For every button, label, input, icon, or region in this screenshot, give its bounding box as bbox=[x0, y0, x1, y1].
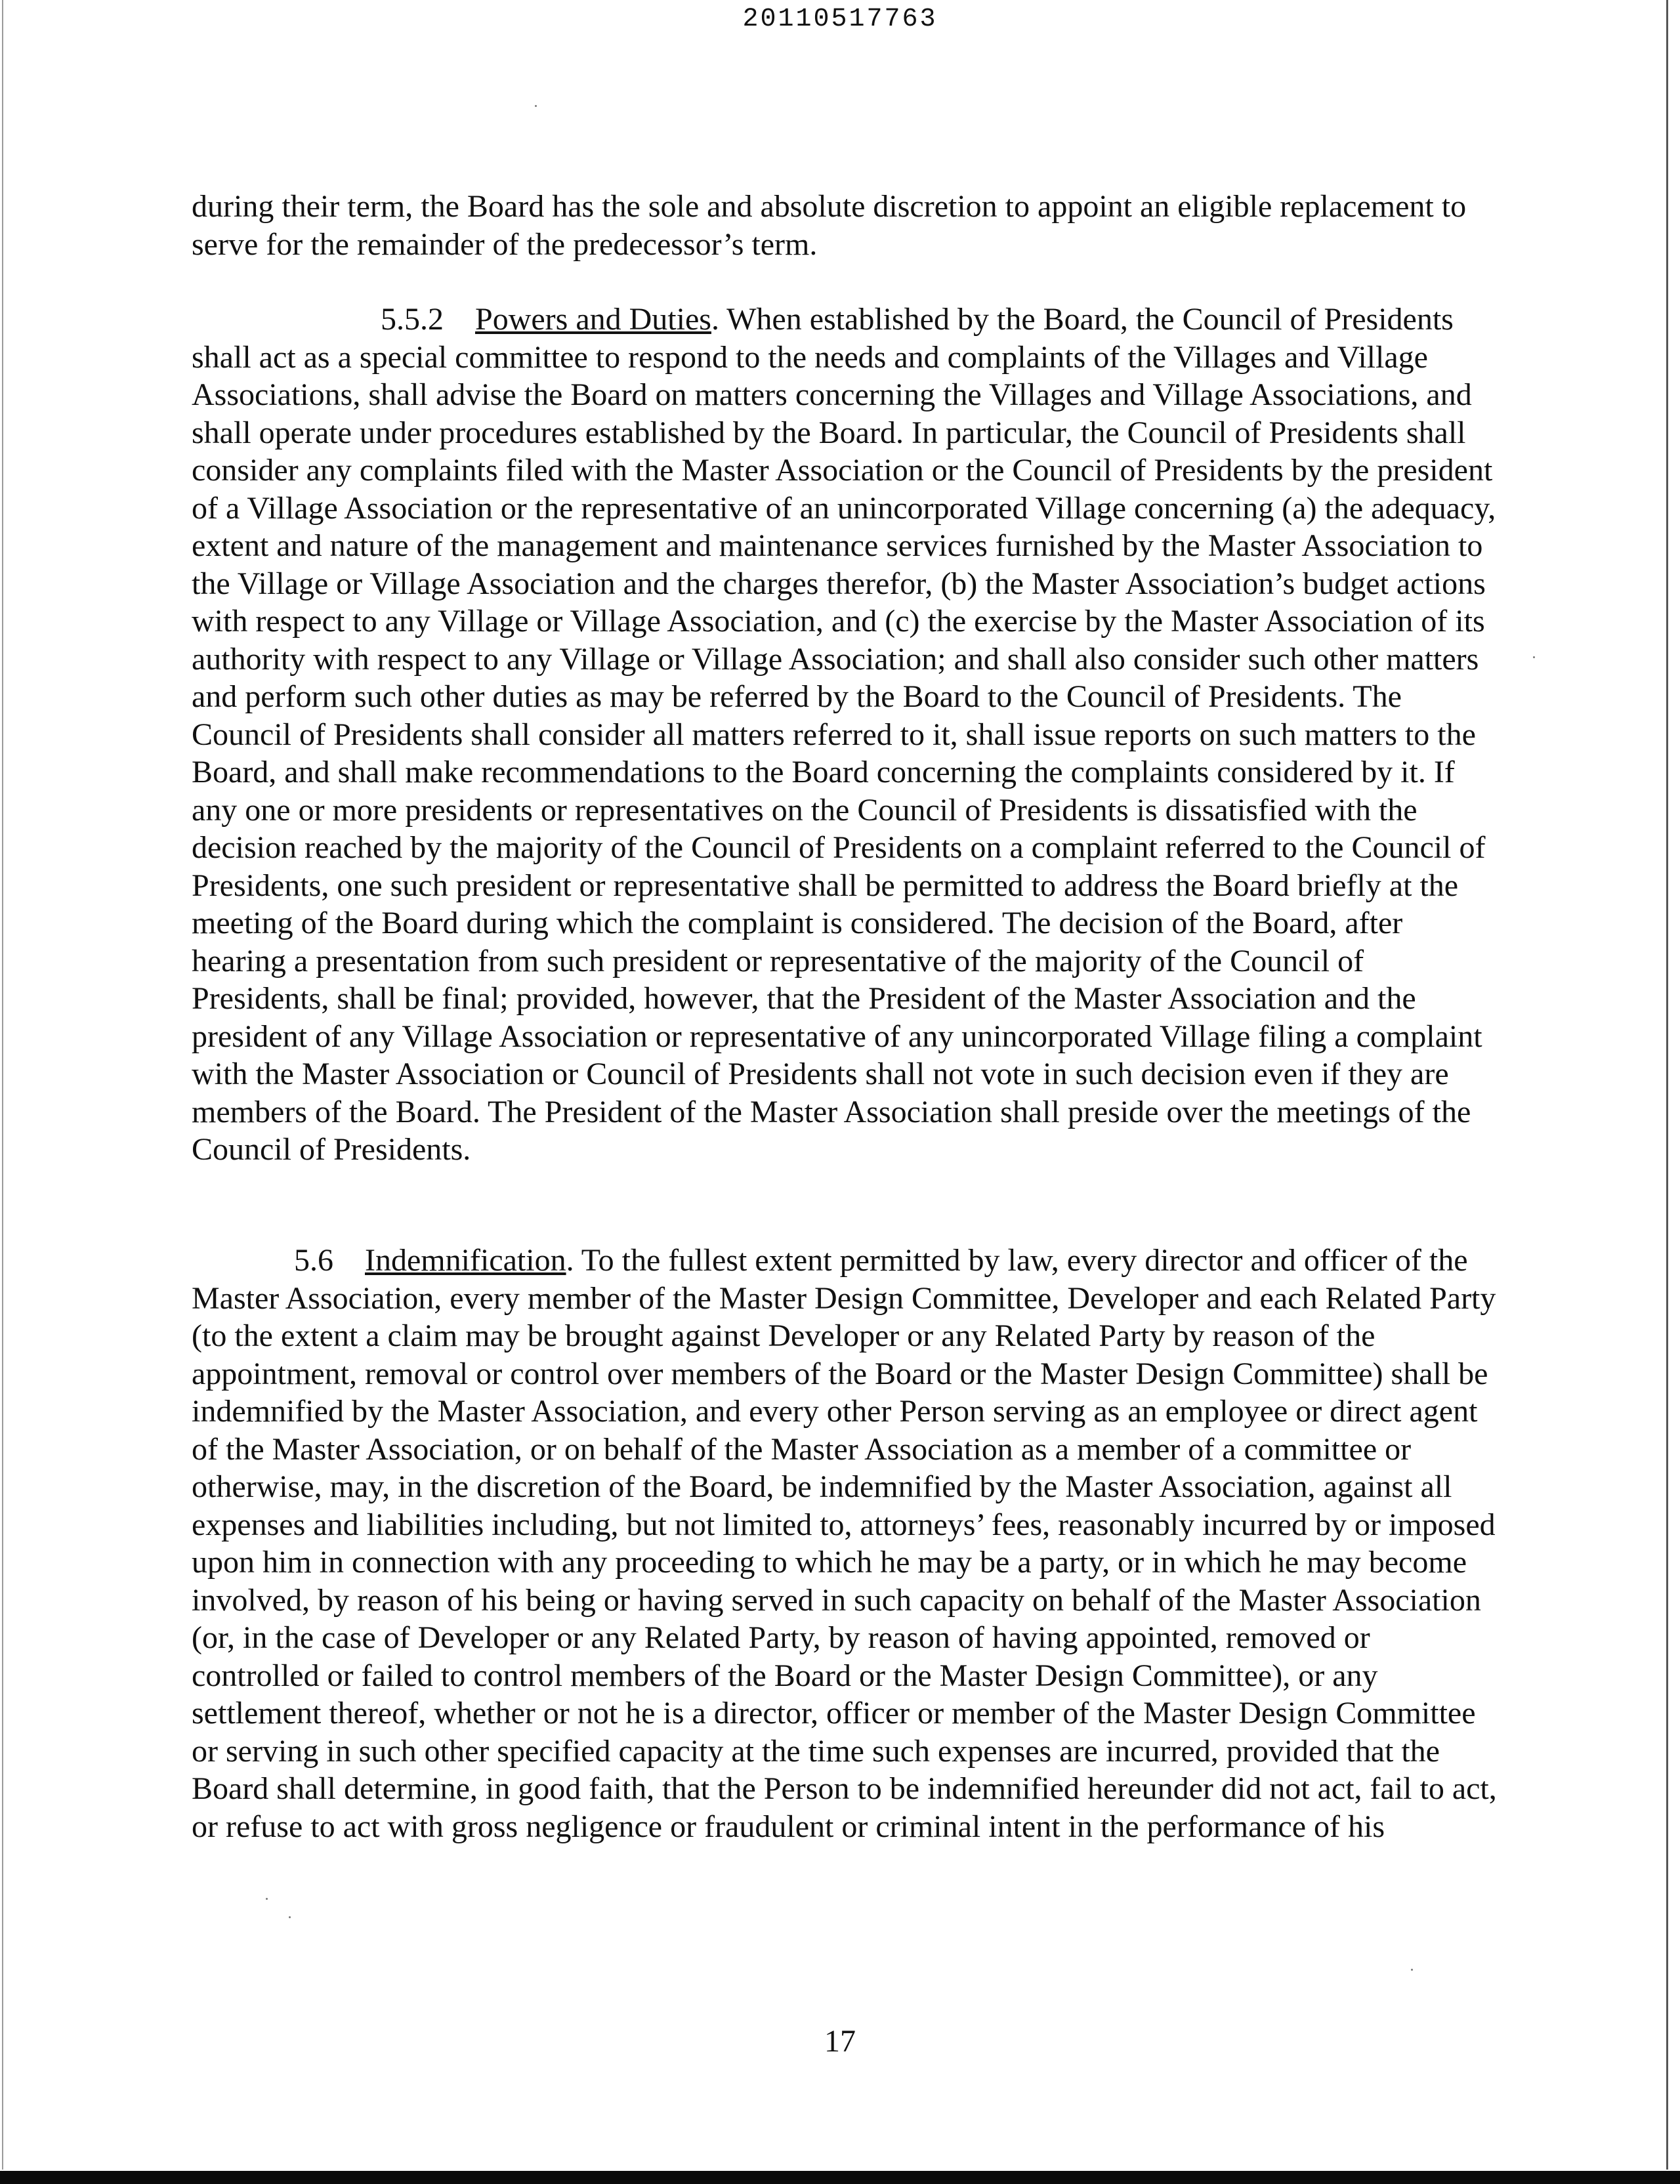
scan-edge-right bbox=[1666, 0, 1668, 2170]
section-body: . When established by the Board, the Council of Presidents shall act as a special committee to respond to the needs and complaints of the Villages and Village Associations, shall advise the Board on matters concerning the Villages and Village Associations, and shall operate under procedures established by the Board. In particular, the Council of Presidents shall consider any complaints filed with the Master Association or the Council of Presidents by the president of a Village Association or the representative of an unincorporated Village concerning (a) the adequacy, extent and nature of the management and maintenance services furnished by the Master Association to the Village or Village Association and the charges therefor, (b) the Master Association’s budget actions with respect to any Village or Village Association, and (c) the exercise by the Master Association of its authority with respect to any Village or Village Association; and shall also consider such other matters and perform such other duties as may be referred by the Board to the Council of Presidents. The Council of Presidents shall consider all matters referred to it, shall issue reports on such matters to the Board, and shall make recommendations to the Board concerning the complaints considered by it. If any one or more presidents or representatives on the Council of Presidents is dissatisfied with the decision reached by the majority of the Council of Presidents on a complaint referred to the Council of Presidents, one such president or representative shall be permitted to address the Board briefly at the meeting of the Board during which the complaint is considered. The decision of the Board, after hearing a presentation from such president or representative of the majority of the Council of Presidents, shall be final; provided, however, that the President of the Master Association and the president of any Village Association or representative of any unincorporated Village filing a complaint with the Master Association or Council of Presidents shall not vote in such decision even if they are members of the Board. The President of the Master Association shall preside over the meetings of the Council of Presidents. bbox=[192, 302, 1496, 1167]
continuation-paragraph: during their term, the Board has the sole and absolute discretion to appoint an eligible replacement to serve for the remainder of the predecessor’s term. bbox=[192, 189, 1467, 262]
section-number: 5.5.2 bbox=[381, 302, 444, 337]
section-title: Indemnification bbox=[365, 1243, 566, 1278]
section-5-5-2-paragraph bbox=[192, 301, 1504, 1169]
page-number: 17 bbox=[824, 2024, 856, 2059]
scan-speck bbox=[535, 105, 537, 107]
scan-bottom-border bbox=[0, 2171, 1680, 2184]
scan-edge-left bbox=[2, 0, 3, 2170]
scan-speck bbox=[1411, 1969, 1413, 1971]
section-body: . To the fullest extent permitted by law, every director and officer of the Master Association, every member of the Master Design Committee, Developer and each Related Party (to the extent a claim may be brought against Developer or any Related Party by reason of the appointment, removal or control over members of the Board or the Master Design Committee) shall be indemnified by the Master Association, and every other Person serving as an employee or direct agent of the Master Association, or on behalf of the Master Association as a member of a committee or otherwise, may, in the discretion of the Board, be indemnified by the Master Association, against all expenses and liabilities including, but not limited to, attorneys’ fees, reasonably incurred by or imposed upon him in connection with any proceeding to which he may be a party, or in which he may become involved, by reason of his being or having served in such capacity on behalf of the Master Association (or, in the case of Developer or any Related Party, by reason of having appointed, removed or controlled or failed to control members of the Board or the Master Design Committee), or any settlement thereof, whether or not he is a director, officer or member of the Master Design Committee or serving in such other specified capacity at the time such expenses are incurred, provided that the Board shall determine, in good faith, that the Person to be indemnified hereunder did not act, fail to act, or refuse to act with gross negligence or fraudulent or criminal intent in the performance of his bbox=[192, 1243, 1497, 1844]
section-number: 5.6 bbox=[294, 1243, 333, 1278]
scan-speck bbox=[1533, 656, 1535, 658]
document-number: 20110517763 bbox=[742, 5, 938, 34]
scan-speck bbox=[266, 1898, 268, 1900]
section-title: Powers and Duties bbox=[475, 302, 711, 337]
section-5-6-paragraph bbox=[192, 1242, 1504, 1845]
scan-speck bbox=[289, 1916, 291, 1918]
